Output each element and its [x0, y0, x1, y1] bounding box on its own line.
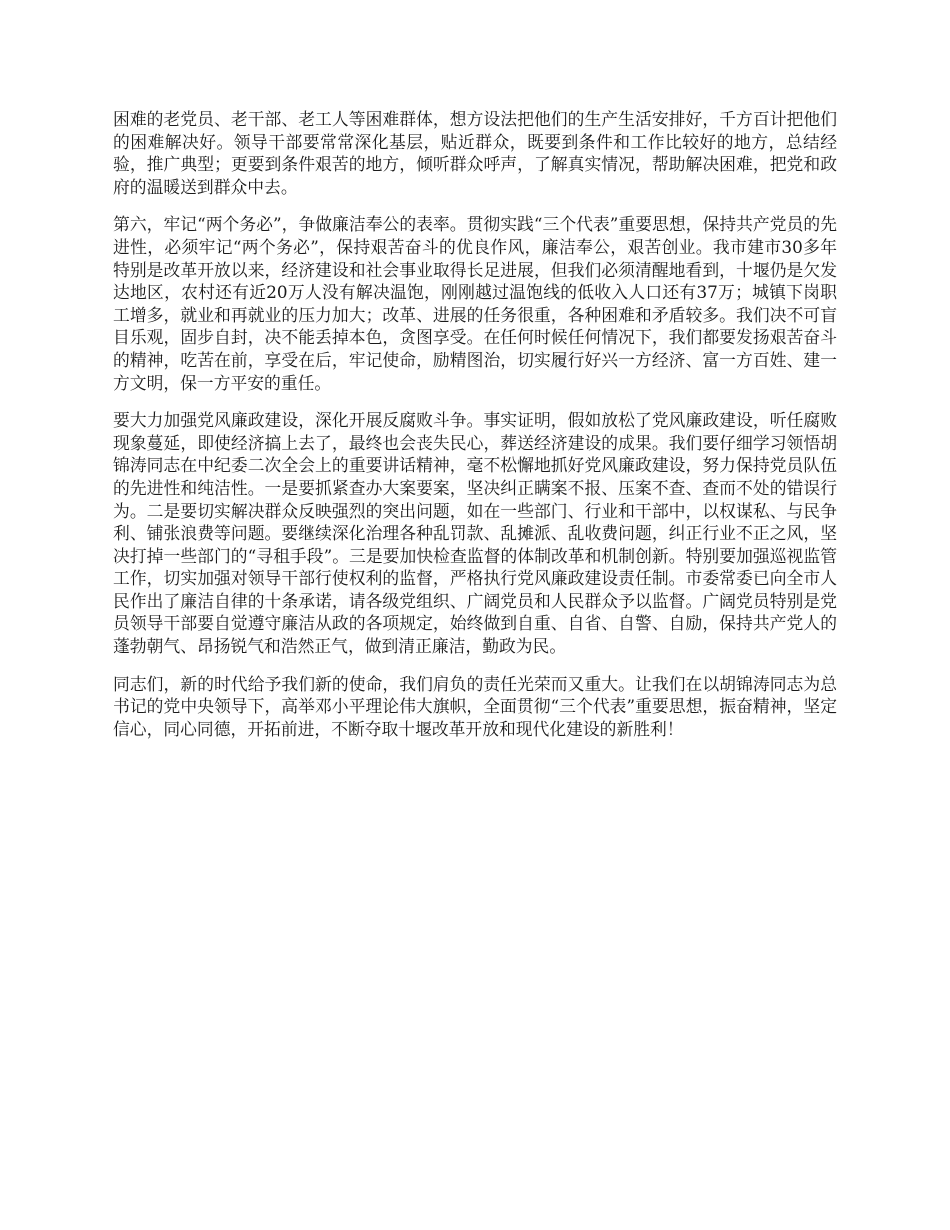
paragraph-2: 第六，牢记“两个务必”，争做廉洁奉公的表率。贯彻实践“三个代表”重要思想，保持共产党员的先进性，必须牢记“两个务必”，保持艰苦奋斗的优良作风，廉洁奉公，艰苦创业。我市建市30多年特别是改革开放以来，经济建设和社会事业取得长足进展，但我们必须清醒地看到，十堰仍是欠发达地区，农村还有近20万人没有解决温饱，刚刚越过温饱线的低收入人口还有37万；城镇下岗职工增多，就业和再就业的压力加大；改革、进展的任务很重，各种困难和矛盾较多。我们决不可盲目乐观，固步自封，决不能丢掉本色，贪图享受。在任何时候任何情况下，我们都要发扬艰苦奋斗的精神，吃苦在前，享受在后，牢记使命，励精图治，切实履行好兴一方经济、富一方百姓、建一方文明，保一方平安的重任。 — [113, 214, 837, 393]
paragraph-1: 困难的老党员、老干部、老工人等困难群体，想方设法把他们的生产生活安排好，千方百计把他们的困难解决好。领导干部要常常深化基层，贴近群众，既要到条件和工作比较好的地方，总结经验，推广典型；更要到条件艰苦的地方，倾听群众呼声，了解真实情况，帮助解决困难，把党和政府的温暖送到群众中去。 — [113, 109, 837, 197]
paragraph-4: 同志们，新的时代给予我们新的使命，我们肩负的责任光荣而又重大。让我们在以胡锦涛同志为总书记的党中央领导下，高举邓小平理论伟大旗帜，全面贯彻“三个代表”重要思想，振奋精神，坚定信心，同心同德，开拓前进，不断夺取十堰改革开放和现代化建设的新胜利！ — [113, 673, 837, 739]
document-body — [113, 108, 837, 755]
paragraph-3: 要大力加强党风廉政建设，深化开展反腐败斗争。事实证明，假如放松了党风廉政建设，听任腐败现象蔓延，即使经济搞上去了，最终也会丧失民心，葬送经济建设的成果。我们要仔细学习领悟胡锦涛同志在中纪委二次全会上的重要讲话精神，毫不松懈地抓好党风廉政建设，努力保持党员队伍的先进性和纯洁性。一是要抓紧查办大案要案，坚决纠正瞒案不报、压案不查、查而不处的错误行为。二是要切实解决群众反映强烈的突出问题，如在一些部门、行业和干部中，以权谋私、与民争利、铺张浪费等问题。要继续深化治理各种乱罚款、乱摊派、乱收费问题，纠正行业不正之风，坚决打掉一些部门的“寻租手段”。三是要加快检查监督的体制改革和机制创新。特别要加强巡视监管工作，切实加强对领导干部行使权利的监督，严格执行党风廉政建设责任制。市委常委已向全市人民作出了廉洁自律的十条承诺，请各级党组织、广阔党员和人民群众予以监督。广阔党员特别是党员领导干部要自觉遵守廉洁从政的各项规定，始终做到自重、自省、自警、自励，保持共产党人的蓬勃朝气、昂扬锐气和浩然正气，做到清正廉洁，勤政为民。 — [113, 410, 837, 657]
